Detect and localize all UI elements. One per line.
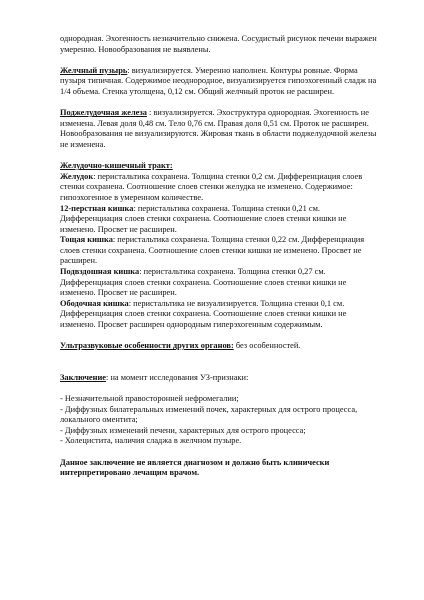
gallbladder-text: : визуализируется. Умеренно наполнен. Контуры ровные. Форма пузыря типичная. Содержимое неоднородное, визуализируется гипоэхогенный сладж на 1/4 объема. Стенка утолщена, 0,12 см. Общий желчный проток не расширен. [60,65,377,96]
gi-item-label: Подвздошная кишка [60,267,140,277]
gi-item-ileum [60,267,380,299]
conclusion-intro [60,373,380,384]
liver-continuation-paragraph [60,34,380,55]
liver-continuation-text: однородная. Эхогенность незначительно снижена. Сосудистый рисунок печени выражен умеренно. Новообразования не выявлены. [60,34,377,54]
gi-item-label: Тощая кишка [60,235,113,245]
other-organs-section [60,341,380,352]
conclusion-list [60,394,380,447]
gi-item-text: : перистальтика не визуализируется. Толщина стенки 0,1 см. Дифференциация слоев стенки сохранена. Соотношение слоев стенки кишки не изменено. Просвет расширен однородным гиперэхогенным содержимым. [60,298,347,330]
conclusion-heading: Заключение [60,372,107,382]
conclusion-text: : на момент исследования УЗ-признаки: [106,372,249,382]
pancreas-heading: Поджелудочная железа [60,108,147,118]
gallbladder-section [60,66,380,98]
gi-item-label: Ободочная кишка [60,298,129,308]
gi-tract-heading: Желудочно-кишечный тракт: [60,161,173,171]
gi-tract-section [60,161,380,331]
gi-item-jejunum [60,235,380,267]
gallbladder-heading: Желчный пузырь [60,65,128,75]
gi-item-text: : перистальтика сохранена. Толщина стенки 0,27 см. Дифференциация слоев стенки сохранена. Соотношение слоев стенки кишки не изменено. Просвет не расширен. [60,267,347,298]
conclusion-item: - Диффузных изменений печени, характерных для острого процесса; [60,425,306,435]
gi-item-text: : перистальтика сохранена. Толщина стенки 0,21 см. Дифференциация слоев стенки сохранена. Соотношение слоев стенки кишки не изменено. Просвет не расширен. [60,203,347,234]
spacer [60,352,380,373]
conclusion-item: - Диффузных билатеральных изменений почек, характерных для острого процесса, локального оментита; [60,404,358,425]
pancreas-section [60,108,380,150]
conclusion-item: - Незначительной правосторонней нефромегалии; [60,394,239,403]
other-organs-heading: Ультразвуковые особенности других органов: [60,341,234,351]
conclusion-item: - Холецистита, наличия сладжа в желчном пузыре. [60,436,242,446]
gi-item-text: : перистальтика сохранена. Толщина стенки 0,2 см. Дифференциация слоев стенки сохранена. Соотношение слоев стенки желудка не изменено. Содержимое: гипоэхогенное в умеренном количестве. [60,171,363,202]
gi-item-label: Желудок [60,171,94,181]
disclaimer-text: Данное заключение не является диагнозом и должно быть клинически интерпретировано лечащим врачом. [60,457,330,478]
pancreas-text: : визуализируется. Эхоструктура однородная. Эхогенность не изменена. Левая доля 0,48 см. Тело 0,76 см. Правая доля 0,51 см. Проток не расширен. Новообразования не визуализируются. Жировая ткань в области поджелудочной железы не изменена. [60,108,377,149]
gi-item-stomach [60,172,380,204]
gi-item-text: : перистальтика сохранена. Толщина стенки 0,22 см. Дифференциация слоев стенки сохранена. Соотношение слоев стенки кишки не изменено. Просвет не расширен. [60,235,365,266]
gi-item-label: 12-перстная кишка [60,203,134,213]
gi-item-duodenum [60,204,380,236]
gi-item-colon [60,299,380,331]
other-organs-text: без особенностей. [233,341,301,351]
